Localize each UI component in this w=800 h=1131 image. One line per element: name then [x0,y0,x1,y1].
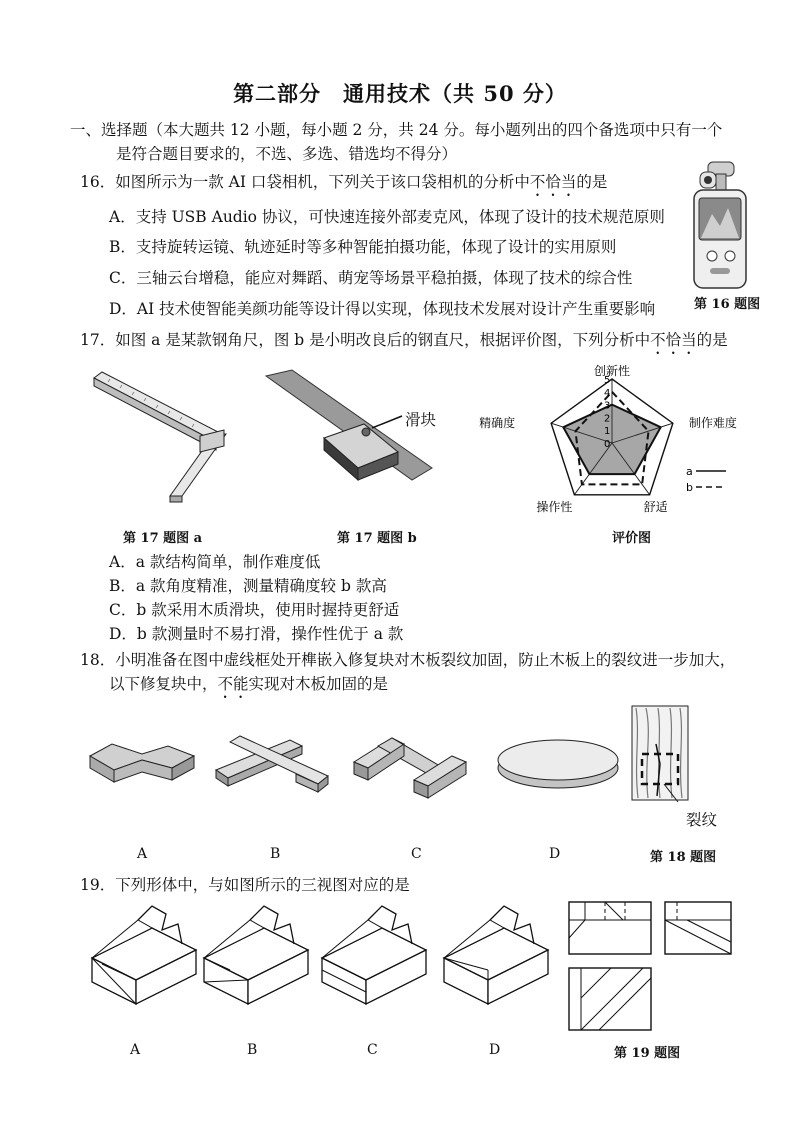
q19-figure-caption: 第 19 题图 [614,1046,681,1061]
q18-label-c: C [411,846,422,862]
repair-block-b-figure [210,728,340,800]
pocket-camera-icon [686,160,756,292]
q16-figure-caption: 第 16 题图 [694,297,761,312]
q19-label-c: C [367,1042,378,1058]
q18-label-a: A [137,846,148,862]
q17-figure-b-caption: 第 17 题图 b [337,531,417,546]
q16-emphasis: 不恰当 [529,173,577,191]
repair-block-c-figure [352,724,472,804]
q17-option-a: A．a 款结构简单，制作难度低 [109,553,321,571]
q18-stem-line-1: 18．小明准备在图中虚线框处开榫嵌入修复块对木板裂纹加固，防止木板上的裂纹进一步加大， [80,651,736,669]
q17-option-b: B．a 款角度精准，测量精确度较 b 款高 [109,577,387,595]
radar-tick-label: 3 [604,400,611,412]
repair-block-d-figure [494,736,624,792]
steel-square-ruler-figure [88,368,238,508]
q18-label-d: D [549,846,561,862]
crack-label: 裂纹 [686,811,718,829]
q18-label-b: B [270,846,281,862]
cracked-board-figure [630,704,690,802]
radar-tick-label: 2 [604,413,611,425]
q18-figure-caption: 第 18 题图 [650,850,717,865]
solid-option-a-figure [88,900,200,1008]
q19-stem: 19．下列形体中，与如图所示的三视图对应的是 [80,876,410,894]
solid-option-d-figure [440,900,552,1008]
q17-option-d: D．b 款测量时不易打滑，操作性优于 a 款 [109,625,404,643]
q16-option-a: A．支持 USB Audio 协议，可快速连接外部麦克风，体现了设计的技术规范原则 [109,208,665,226]
q19-label-d: D [489,1042,501,1058]
q17-figure-a-caption: 第 17 题图 a [123,531,203,546]
q17-slider-label: 滑块 [405,411,437,429]
legend-label-a: a [686,465,693,478]
evaluation-radar-chart [479,355,760,525]
solid-option-b-figure [200,900,312,1008]
instructions-line-1: 一、选择题（本大题共 12 小题，每小题 2 分，共 24 分。每小题列出的四个备选项中只有一个 [70,121,723,139]
section-title: 第二部分 通用技术（共 50 分） [233,81,567,106]
radar-axis-label: 创新性 [594,364,631,378]
q16-stem: 16．如图所示为一款 AI 口袋相机，下列关于该口袋相机的分析中不恰当的是 [80,173,608,191]
radar-tick-label: 5 [604,375,611,386]
radar-caption: 评价图 [612,531,652,546]
repair-block-a-figure [88,740,198,790]
q17-option-c: C．b 款采用木质滑块，使用时握持更舒适 [109,601,400,619]
legend-label-b: b [686,481,693,494]
solid-option-c-figure [318,900,430,1008]
radar-tick-label: 1 [604,426,611,438]
q19-label-b: B [247,1042,258,1058]
q16-option-c: C．三轴云台增稳，能应对舞蹈、萌宠等场景平稳拍摄，体现了技术的综合性 [109,269,633,287]
q18-emphasis: 不能 [217,675,249,693]
radar-tick-label: 0 [604,439,611,450]
q17-stem: 17．如图 a 是某款钢角尺，图 b 是小明改良后的钢直尺，根据评价图，下列分析中不恰当的是 [80,331,728,349]
q16-option-b: B．支持旋转运镜、轨迹延时等多种智能拍摄功能，体现了设计的实用原则 [109,238,617,256]
q17-emphasis: 不恰当 [650,331,697,349]
q19-label-a: A [130,1042,141,1058]
radar-axis-label: 制作难度 [688,416,737,431]
q16-option-d: D．AI 技术使智能美颜功能等设计得以实现，体现技术发展对设计产生重要影响 [109,300,656,318]
instructions-line-2: 是符合题目要求的，不选、多选、错选均不得分） [116,145,458,163]
radar-tick-label: 4 [604,387,611,399]
radar-axis-label: 操作性 [536,499,573,514]
radar-axis-label: 精确度 [479,416,516,431]
improved-ruler-with-slider-figure [262,368,442,493]
radar-axis-label: 舒适 [643,499,668,514]
q18-stem-line-2: 以下修复块中，不能实现对木板加固的是 [109,675,389,693]
three-view-drawing [565,898,737,1034]
